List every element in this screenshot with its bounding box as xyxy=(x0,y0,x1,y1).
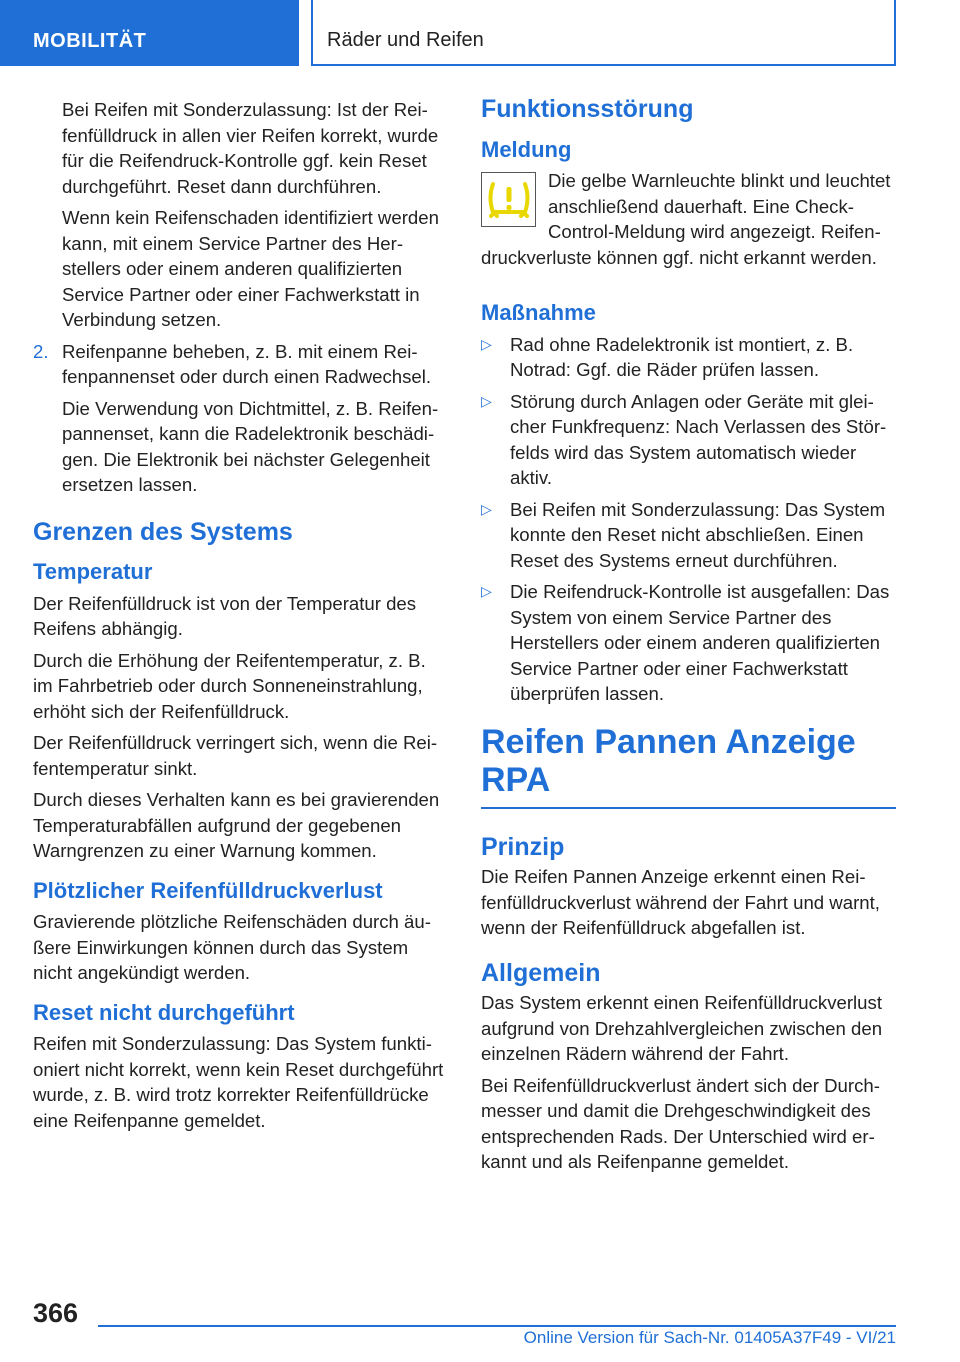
heading-prinzip: Prinzip xyxy=(481,832,565,861)
meldung-block xyxy=(481,168,896,270)
reset-paragraph: Reifen mit Sonderzulassung: Das System funktioniert nicht korrekt, wenn kein Reset durchgeführt wurde, z. B. wird trotz korrekter Reifenfülldrücke eine Reifenpanne gemeldet. xyxy=(33,1033,444,1131)
list-item: ▷ Die Reifendruck-Kontrolle ist ausgefallen: Das System von einem Service Partner des Herstellers oder einem anderen qualifizierten Service Partner oder einer Fachwerkstatt überprüfen lassen. xyxy=(481,581,890,704)
footer-divider xyxy=(98,1325,896,1327)
prinzip-paragraph: Die Reifen Pannen Anzeige erkennt einen Reifenfülldruckverlust während der Fahrt und warnt, wenn der Reifenfülldruck abgefallen ist. xyxy=(481,866,880,938)
tire-pressure-warning-icon xyxy=(481,172,536,227)
list-item: ▷ Bei Reifen mit Sonderzulassung: Das System konnte den Reset nicht abschließen. Einen Reset des Systems erneut durchführen. xyxy=(481,498,886,571)
ploetzlich-paragraph: Gravierende plötzliche Reifenschäden durch äußere Einwirkungen können durch das System nicht angekündigt werden. xyxy=(33,911,431,983)
list-item: ▷ Störung durch Anlagen oder Geräte mit gleicher Funkfrequenz: Nach Verlassen des Störfelds wird das System automatisch wieder aktiv. xyxy=(481,390,887,488)
allgemein-paragraph-2: Bei Reifenfülldruckverlust ändert sich der Durchmesser und damit die Drehgeschwindigkeit des entsprechenden Rads. Der Unterschied wird erkannt und als Reifenpanne gemeldet. xyxy=(481,1074,880,1172)
step-number: 2. xyxy=(33,340,49,362)
meldung-text: Die gelbe Warnleuchte blinkt und leuchtet anschließend dauerhaft. Eine Check-Control-Meldung wird angezeigt. Reifendruckverluste können ggf. nicht erkannt werden. xyxy=(481,170,891,268)
heading-funktionsstoerung: Funktionsstörung xyxy=(481,95,694,123)
chapter-title: Räder und Reifen xyxy=(311,0,896,66)
step-2 xyxy=(33,339,448,390)
heading-temperatur: Temperatur xyxy=(33,559,153,584)
left-column xyxy=(33,97,448,1139)
footer-online-version: Online Version für Sach-Nr. 01405A37F49 - VI/21 xyxy=(523,1328,896,1347)
intro-paragraph-2: Wenn kein Reifenschaden identifiziert werden kann, mit einem Service Partner des Herstellers oder einem anderen qualifizierten Service Partner oder einer Fachwerkstatt in Verbindung setzen. xyxy=(62,207,439,330)
right-column xyxy=(481,97,896,1181)
section-tab: MOBILITÄT xyxy=(0,0,299,66)
step-text: Reifenpanne beheben, z. B. mit einem Reifenpannenset oder durch einen Radwechsel. xyxy=(62,340,432,387)
heading-allgemein: Allgemein xyxy=(481,958,601,987)
heading-massnahme: Maßnahme xyxy=(481,300,596,325)
temp-paragraph-3: Der Reifenfülldruck verringert sich, wenn die Reifentemperatur sinkt. xyxy=(33,732,438,779)
bullet-triangle-icon: ▷ xyxy=(481,335,492,352)
list-item: ▷ Rad ohne Radelektronik ist montiert, z. B. Notrad: Ggf. die Räder prüfen lassen. xyxy=(481,333,854,380)
heading-reset: Reset nicht durchgeführt xyxy=(33,999,295,1025)
temp-paragraph-1: Der Reifenfülldruck ist von der Temperatur des Reifens abhängig. xyxy=(33,592,417,639)
bullet-triangle-icon: ▷ xyxy=(481,392,492,409)
bullet-triangle-icon: ▷ xyxy=(481,500,492,517)
heading-grenzen: Grenzen des Systems xyxy=(33,517,293,546)
page-header xyxy=(0,0,960,66)
step-2-note: Die Verwendung von Dichtmittel, z. B. Reifenpannenset, kann die Radelektronik beschädigen. Die Elektronik bei nächster Gelegenheit ersetzen lassen. xyxy=(62,397,439,495)
allgemein-paragraph-1: Das System erkennt einen Reifenfülldruckverlust aufgrund von Drehzahlvergleichen zwischen den einzelnen Rädern während der Fahrt. xyxy=(481,992,883,1064)
heading-rpa: Reifen Pannen Anzeige RPA xyxy=(481,723,896,809)
page-number: 366 xyxy=(33,1298,79,1328)
bullet-triangle-icon: ▷ xyxy=(481,583,492,599)
temp-paragraph-2: Durch die Erhöhung der Reifentemperatur, z. B. im Fahrbetrieb oder durch Sonneneinstrahlung, erhöht sich der Reifenfülldruck. xyxy=(33,649,426,722)
heading-meldung: Meldung xyxy=(481,136,572,162)
heading-ploetzlich: Plötzlicher Reifenfülldruckverlust xyxy=(33,877,383,903)
temp-paragraph-4: Durch dieses Verhalten kann es bei gravierenden Temperaturabfällen aufgrund der gegebenen Warngrenzen zu einer Warnung kommen. xyxy=(33,789,440,861)
intro-paragraph-1: Bei Reifen mit Sonderzulassung: Ist der Reifenfülldruck in allen vier Reifen korrekt, wurde für die Reifendruck-Kontrolle ggf. kein Reset durchgeführt. Reset dann durchführen. xyxy=(62,99,439,197)
